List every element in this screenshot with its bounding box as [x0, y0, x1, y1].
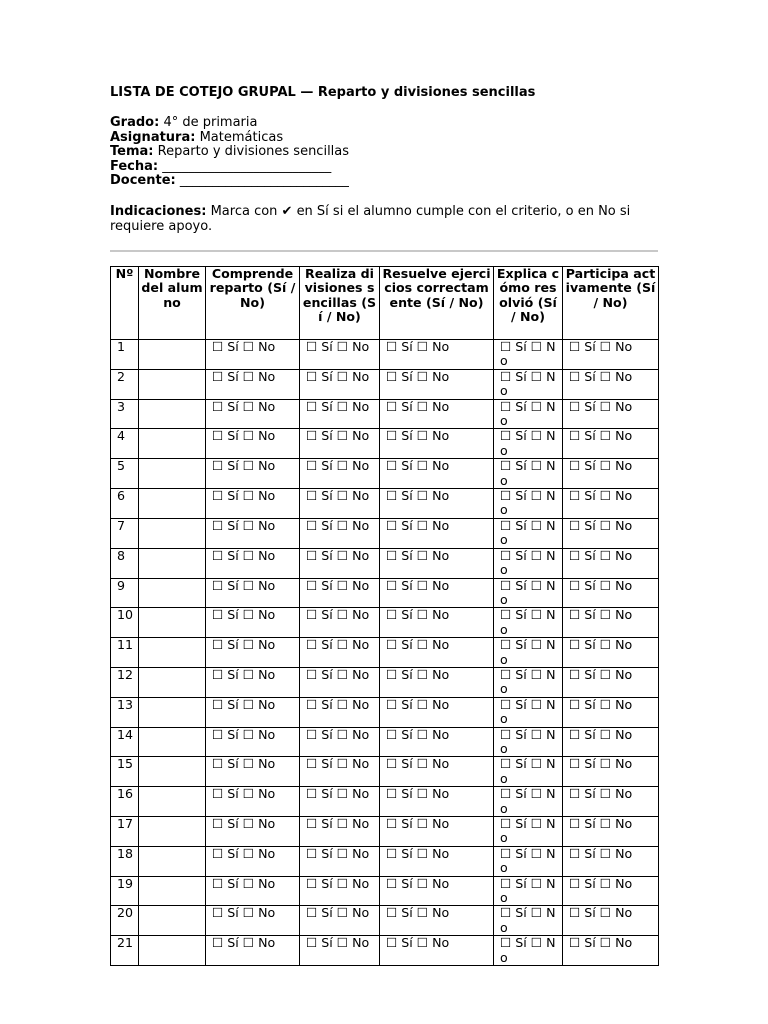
- yes-no-checkbox-cell[interactable]: ☐ Sí ☐ No: [206, 817, 300, 847]
- row-number: 2: [111, 369, 139, 399]
- yes-no-checkbox-cell[interactable]: ☐ Sí ☐ No: [300, 548, 380, 578]
- table-row: [111, 608, 659, 638]
- yes-no-checkbox-cell[interactable]: ☐ Sí ☐ No: [563, 369, 659, 399]
- row-number: 21: [111, 936, 139, 966]
- yes-no-checkbox-cell[interactable]: ☐ Sí ☐ No: [563, 906, 659, 936]
- row-number: 10: [111, 608, 139, 638]
- yes-no-checkbox-cell[interactable]: ☐ Sí ☐ No: [494, 638, 563, 668]
- yes-no-checkbox-cell[interactable]: ☐ Sí ☐ No: [206, 578, 300, 608]
- yes-no-checkbox-cell[interactable]: ☐ Sí ☐ No: [380, 846, 494, 876]
- yes-no-checkbox-cell[interactable]: ☐ Sí ☐ No: [563, 608, 659, 638]
- table-row: [111, 787, 659, 817]
- field-tema: Tema: Reparto y divisiones sencillas: [110, 144, 350, 159]
- student-name-cell[interactable]: [139, 697, 206, 727]
- table-row: [111, 340, 659, 370]
- yes-no-checkbox-cell[interactable]: ☐ Sí ☐ No: [206, 667, 300, 697]
- yes-no-checkbox-cell[interactable]: ☐ Sí ☐ No: [380, 459, 494, 489]
- student-name-cell[interactable]: [139, 340, 206, 370]
- yes-no-checkbox-cell[interactable]: ☐ Sí ☐ No: [206, 369, 300, 399]
- yes-no-checkbox-cell[interactable]: ☐ Sí ☐ No: [380, 787, 494, 817]
- header-resuelve: Resuelve ejercicios correctamente (Sí / No): [380, 267, 494, 340]
- table-row: [111, 638, 659, 668]
- yes-no-checkbox-cell[interactable]: ☐ Sí ☐ No: [380, 608, 494, 638]
- metadata-block: [110, 116, 349, 189]
- table-row: [111, 667, 659, 697]
- row-number: 15: [111, 757, 139, 787]
- header-explica: Explica cómo resolvió (Sí / No): [494, 267, 563, 340]
- yes-no-checkbox-cell[interactable]: ☐ Sí ☐ No: [563, 757, 659, 787]
- yes-no-checkbox-cell[interactable]: ☐ Sí ☐ No: [494, 459, 563, 489]
- yes-no-checkbox-cell[interactable]: ☐ Sí ☐ No: [206, 727, 300, 757]
- yes-no-checkbox-cell[interactable]: ☐ Sí ☐ No: [563, 817, 659, 847]
- table-header-row: [111, 267, 659, 340]
- yes-no-checkbox-cell[interactable]: ☐ Sí ☐ No: [494, 697, 563, 727]
- field-grado: Grado: 4° de primaria: [110, 115, 258, 130]
- yes-no-checkbox-cell[interactable]: ☐ Sí ☐ No: [563, 697, 659, 727]
- yes-no-checkbox-cell[interactable]: ☐ Sí ☐ No: [380, 369, 494, 399]
- table-row: [111, 459, 659, 489]
- row-number: 12: [111, 667, 139, 697]
- row-number: 3: [111, 399, 139, 429]
- row-number: 1: [111, 340, 139, 370]
- yes-no-checkbox-cell[interactable]: ☐ Sí ☐ No: [494, 906, 563, 936]
- yes-no-checkbox-cell[interactable]: ☐ Sí ☐ No: [300, 787, 380, 817]
- row-number: 6: [111, 489, 139, 519]
- field-docente: Docente: __________________________: [110, 173, 349, 188]
- table-row: [111, 489, 659, 519]
- yes-no-checkbox-cell[interactable]: ☐ Sí ☐ No: [300, 817, 380, 847]
- row-number: 5: [111, 459, 139, 489]
- yes-no-checkbox-cell[interactable]: ☐ Sí ☐ No: [494, 369, 563, 399]
- yes-no-checkbox-cell[interactable]: ☐ Sí ☐ No: [563, 787, 659, 817]
- yes-no-checkbox-cell[interactable]: ☐ Sí ☐ No: [380, 757, 494, 787]
- yes-no-checkbox-cell[interactable]: ☐ Sí ☐ No: [206, 876, 300, 906]
- table-row: [111, 906, 659, 936]
- yes-no-checkbox-cell[interactable]: ☐ Sí ☐ No: [380, 340, 494, 370]
- yes-no-checkbox-cell[interactable]: ☐ Sí ☐ No: [300, 578, 380, 608]
- table-row: [111, 817, 659, 847]
- row-number: 18: [111, 846, 139, 876]
- yes-no-checkbox-cell[interactable]: ☐ Sí ☐ No: [206, 399, 300, 429]
- yes-no-checkbox-cell[interactable]: ☐ Sí ☐ No: [494, 340, 563, 370]
- table-row: [111, 399, 659, 429]
- student-name-cell[interactable]: [139, 399, 206, 429]
- yes-no-checkbox-cell[interactable]: ☐ Sí ☐ No: [206, 340, 300, 370]
- row-number: 14: [111, 727, 139, 757]
- table-row: [111, 697, 659, 727]
- yes-no-checkbox-cell[interactable]: ☐ Sí ☐ No: [563, 846, 659, 876]
- row-number: 17: [111, 817, 139, 847]
- table-row: [111, 548, 659, 578]
- yes-no-checkbox-cell[interactable]: ☐ Sí ☐ No: [206, 548, 300, 578]
- yes-no-checkbox-cell[interactable]: ☐ Sí ☐ No: [380, 906, 494, 936]
- table-row: [111, 518, 659, 548]
- student-name-cell[interactable]: [139, 429, 206, 459]
- yes-no-checkbox-cell[interactable]: ☐ Sí ☐ No: [300, 459, 380, 489]
- student-name-cell[interactable]: [139, 638, 206, 668]
- table-row: [111, 936, 659, 966]
- yes-no-checkbox-cell[interactable]: ☐ Sí ☐ No: [300, 489, 380, 519]
- yes-no-checkbox-cell[interactable]: ☐ Sí ☐ No: [380, 578, 494, 608]
- yes-no-checkbox-cell[interactable]: ☐ Sí ☐ No: [563, 548, 659, 578]
- yes-no-checkbox-cell[interactable]: ☐ Sí ☐ No: [380, 697, 494, 727]
- student-name-cell[interactable]: [139, 846, 206, 876]
- student-name-cell[interactable]: [139, 906, 206, 936]
- yes-no-checkbox-cell[interactable]: ☐ Sí ☐ No: [300, 429, 380, 459]
- yes-no-checkbox-cell[interactable]: ☐ Sí ☐ No: [563, 459, 659, 489]
- yes-no-checkbox-cell[interactable]: ☐ Sí ☐ No: [206, 459, 300, 489]
- yes-no-checkbox-cell[interactable]: ☐ Sí ☐ No: [300, 667, 380, 697]
- checklist-table: [110, 266, 659, 966]
- yes-no-checkbox-cell[interactable]: ☐ Sí ☐ No: [494, 518, 563, 548]
- yes-no-checkbox-cell[interactable]: ☐ Sí ☐ No: [300, 906, 380, 936]
- yes-no-checkbox-cell[interactable]: ☐ Sí ☐ No: [300, 697, 380, 727]
- yes-no-checkbox-cell[interactable]: ☐ Sí ☐ No: [206, 846, 300, 876]
- yes-no-checkbox-cell[interactable]: ☐ Sí ☐ No: [494, 667, 563, 697]
- yes-no-checkbox-cell[interactable]: ☐ Sí ☐ No: [380, 817, 494, 847]
- yes-no-checkbox-cell[interactable]: ☐ Sí ☐ No: [563, 489, 659, 519]
- yes-no-checkbox-cell[interactable]: ☐ Sí ☐ No: [300, 757, 380, 787]
- yes-no-checkbox-cell[interactable]: ☐ Sí ☐ No: [563, 876, 659, 906]
- yes-no-checkbox-cell[interactable]: ☐ Sí ☐ No: [380, 518, 494, 548]
- student-name-cell[interactable]: [139, 578, 206, 608]
- table-row: [111, 727, 659, 757]
- row-number: 16: [111, 787, 139, 817]
- yes-no-checkbox-cell[interactable]: ☐ Sí ☐ No: [300, 936, 380, 966]
- row-number: 13: [111, 697, 139, 727]
- yes-no-checkbox-cell[interactable]: ☐ Sí ☐ No: [380, 936, 494, 966]
- yes-no-checkbox-cell[interactable]: ☐ Sí ☐ No: [494, 787, 563, 817]
- yes-no-checkbox-cell[interactable]: ☐ Sí ☐ No: [206, 608, 300, 638]
- yes-no-checkbox-cell[interactable]: ☐ Sí ☐ No: [494, 548, 563, 578]
- yes-no-checkbox-cell[interactable]: ☐ Sí ☐ No: [494, 936, 563, 966]
- yes-no-checkbox-cell[interactable]: ☐ Sí ☐ No: [494, 578, 563, 608]
- yes-no-checkbox-cell[interactable]: ☐ Sí ☐ No: [300, 608, 380, 638]
- yes-no-checkbox-cell[interactable]: ☐ Sí ☐ No: [380, 667, 494, 697]
- row-number: 8: [111, 548, 139, 578]
- yes-no-checkbox-cell[interactable]: ☐ Sí ☐ No: [494, 399, 563, 429]
- student-name-cell[interactable]: [139, 667, 206, 697]
- yes-no-checkbox-cell[interactable]: ☐ Sí ☐ No: [206, 787, 300, 817]
- student-name-cell[interactable]: [139, 876, 206, 906]
- yes-no-checkbox-cell[interactable]: ☐ Sí ☐ No: [563, 667, 659, 697]
- student-name-cell[interactable]: [139, 548, 206, 578]
- yes-no-checkbox-cell[interactable]: ☐ Sí ☐ No: [494, 876, 563, 906]
- field-fecha: Fecha: __________________________: [110, 158, 332, 174]
- header-participa: Participa activamente (Sí / No): [563, 267, 659, 340]
- yes-no-checkbox-cell[interactable]: ☐ Sí ☐ No: [563, 340, 659, 370]
- student-name-cell[interactable]: [139, 727, 206, 757]
- header-numero: Nº: [111, 267, 139, 340]
- yes-no-checkbox-cell[interactable]: ☐ Sí ☐ No: [563, 936, 659, 966]
- yes-no-checkbox-cell[interactable]: ☐ Sí ☐ No: [206, 936, 300, 966]
- divider: [110, 250, 658, 252]
- yes-no-checkbox-cell[interactable]: ☐ Sí ☐ No: [494, 429, 563, 459]
- yes-no-checkbox-cell[interactable]: ☐ Sí ☐ No: [206, 757, 300, 787]
- yes-no-checkbox-cell[interactable]: ☐ Sí ☐ No: [494, 489, 563, 519]
- yes-no-checkbox-cell[interactable]: ☐ Sí ☐ No: [380, 399, 494, 429]
- table-row: [111, 369, 659, 399]
- table-row: [111, 429, 659, 459]
- yes-no-checkbox-cell[interactable]: ☐ Sí ☐ No: [563, 638, 659, 668]
- yes-no-checkbox-cell[interactable]: ☐ Sí ☐ No: [380, 548, 494, 578]
- table-row: [111, 876, 659, 906]
- yes-no-checkbox-cell[interactable]: ☐ Sí ☐ No: [300, 727, 380, 757]
- table-row: [111, 757, 659, 787]
- yes-no-checkbox-cell[interactable]: ☐ Sí ☐ No: [300, 846, 380, 876]
- student-name-cell[interactable]: [139, 518, 206, 548]
- header-realiza: Realiza divisiones sencillas (Sí / No): [300, 267, 380, 340]
- student-name-cell[interactable]: [139, 757, 206, 787]
- yes-no-checkbox-cell[interactable]: ☐ Sí ☐ No: [494, 846, 563, 876]
- yes-no-checkbox-cell[interactable]: ☐ Sí ☐ No: [563, 727, 659, 757]
- student-name-cell[interactable]: [139, 936, 206, 966]
- document-title: LISTA DE COTEJO GRUPAL — Reparto y divisiones sencillas: [110, 85, 536, 100]
- yes-no-checkbox-cell[interactable]: ☐ Sí ☐ No: [206, 638, 300, 668]
- yes-no-checkbox-cell[interactable]: ☐ Sí ☐ No: [563, 429, 659, 459]
- yes-no-checkbox-cell[interactable]: ☐ Sí ☐ No: [494, 608, 563, 638]
- yes-no-checkbox-cell[interactable]: ☐ Sí ☐ No: [494, 817, 563, 847]
- yes-no-checkbox-cell[interactable]: ☐ Sí ☐ No: [563, 578, 659, 608]
- yes-no-checkbox-cell[interactable]: ☐ Sí ☐ No: [206, 489, 300, 519]
- yes-no-checkbox-cell[interactable]: ☐ Sí ☐ No: [206, 906, 300, 936]
- yes-no-checkbox-cell[interactable]: ☐ Sí ☐ No: [300, 518, 380, 548]
- yes-no-checkbox-cell[interactable]: ☐ Sí ☐ No: [380, 876, 494, 906]
- yes-no-checkbox-cell[interactable]: ☐ Sí ☐ No: [300, 369, 380, 399]
- header-nombre: Nombre del alumno: [139, 267, 206, 340]
- row-number: 7: [111, 518, 139, 548]
- row-number: 20: [111, 906, 139, 936]
- student-name-cell[interactable]: [139, 608, 206, 638]
- yes-no-checkbox-cell[interactable]: ☐ Sí ☐ No: [563, 399, 659, 429]
- yes-no-checkbox-cell[interactable]: ☐ Sí ☐ No: [380, 489, 494, 519]
- yes-no-checkbox-cell[interactable]: ☐ Sí ☐ No: [380, 429, 494, 459]
- row-number: 4: [111, 429, 139, 459]
- row-number: 11: [111, 638, 139, 668]
- yes-no-checkbox-cell[interactable]: ☐ Sí ☐ No: [206, 518, 300, 548]
- student-name-cell[interactable]: [139, 787, 206, 817]
- row-number: 19: [111, 876, 139, 906]
- header-comprende: Comprende reparto (Sí / No): [206, 267, 300, 340]
- yes-no-checkbox-cell[interactable]: ☐ Sí ☐ No: [300, 399, 380, 429]
- field-asignatura: Asignatura: Matemáticas: [110, 129, 284, 145]
- yes-no-checkbox-cell[interactable]: ☐ Sí ☐ No: [300, 876, 380, 906]
- row-number: 9: [111, 578, 139, 608]
- yes-no-checkbox-cell[interactable]: ☐ Sí ☐ No: [563, 518, 659, 548]
- yes-no-checkbox-cell[interactable]: ☐ Sí ☐ No: [494, 757, 563, 787]
- instructions: Indicaciones: Marca con ✔ en Sí si el alumno cumple con el criterio, o en No si requiere apoyo.: [110, 204, 631, 234]
- student-name-cell[interactable]: [139, 489, 206, 519]
- table-row: [111, 846, 659, 876]
- student-name-cell[interactable]: [139, 817, 206, 847]
- yes-no-checkbox-cell[interactable]: ☐ Sí ☐ No: [300, 638, 380, 668]
- student-name-cell[interactable]: [139, 459, 206, 489]
- yes-no-checkbox-cell[interactable]: ☐ Sí ☐ No: [380, 638, 494, 668]
- yes-no-checkbox-cell[interactable]: ☐ Sí ☐ No: [206, 429, 300, 459]
- yes-no-checkbox-cell[interactable]: ☐ Sí ☐ No: [206, 697, 300, 727]
- yes-no-checkbox-cell[interactable]: ☐ Sí ☐ No: [494, 727, 563, 757]
- student-name-cell[interactable]: [139, 369, 206, 399]
- yes-no-checkbox-cell[interactable]: ☐ Sí ☐ No: [300, 340, 380, 370]
- yes-no-checkbox-cell[interactable]: ☐ Sí ☐ No: [380, 727, 494, 757]
- table-row: [111, 578, 659, 608]
